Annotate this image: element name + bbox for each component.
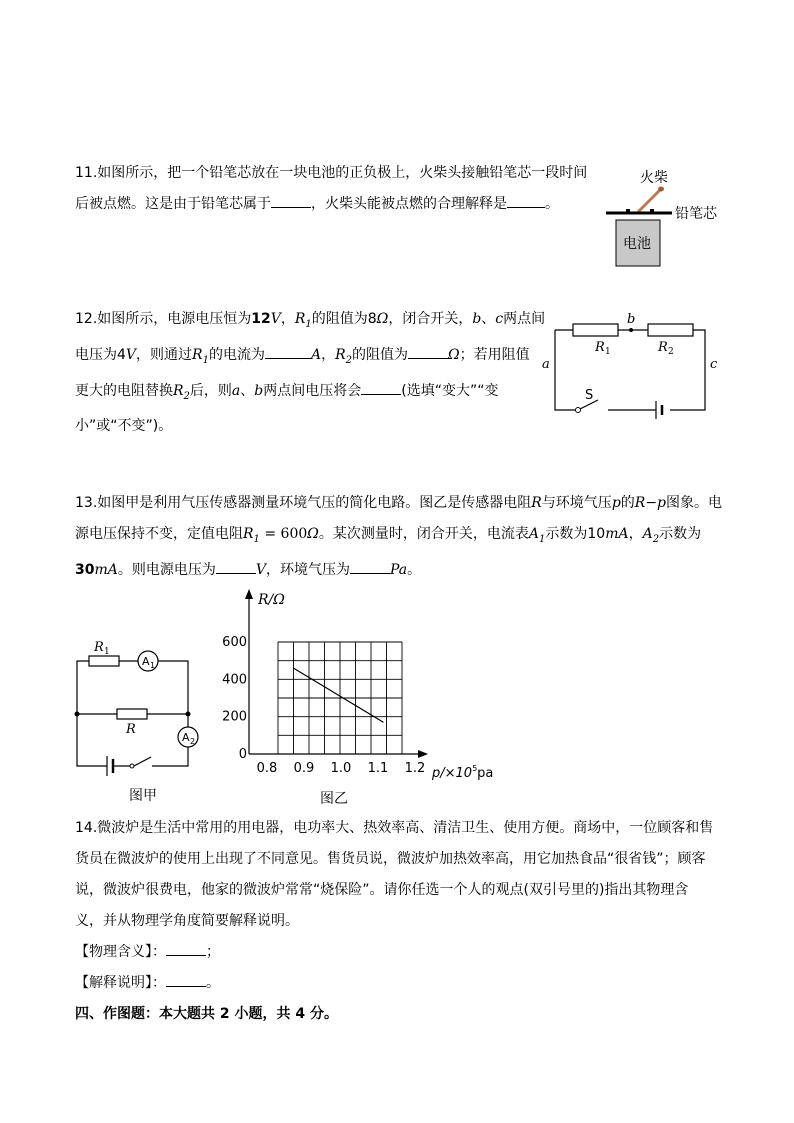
q11-line2 [75, 189, 587, 220]
q14-line3: 说，微波炉很费电，他家的微波炉常常“烧保险”。请你任选一个人的观点(双引号里的)指出其物理含 [75, 882, 689, 898]
match-stick [638, 190, 660, 212]
x-axis-label-unit: pa [477, 766, 494, 781]
label-b: b [627, 312, 636, 327]
q12-line3 [75, 376, 545, 412]
q12-t: b [472, 311, 482, 327]
q14-answer-explain [75, 968, 713, 999]
q12-t: R [335, 346, 346, 363]
q12-t: ， [280, 311, 295, 327]
battery-terminal [650, 209, 654, 214]
label-r: R [126, 722, 136, 737]
y-tick-label: 200 [222, 709, 247, 725]
answer-blank[interactable] [271, 195, 311, 208]
q13-t: Ω [307, 526, 319, 542]
resistor-r [117, 709, 147, 719]
x-tick-label: 0.8 [256, 761, 278, 776]
q12-circuit [538, 310, 728, 420]
q11-figure [600, 160, 730, 270]
q12-t: 的阻值为8 [311, 311, 377, 327]
q14-ans2-label: 【解释说明】： [75, 975, 166, 991]
q12-t: 12 [251, 311, 271, 327]
junction [186, 712, 191, 717]
q12-t: A [310, 346, 322, 363]
q12-t: 更大的电阻替换 [75, 382, 173, 399]
wire [152, 747, 188, 766]
resistor-r2 [648, 324, 693, 336]
q13-t: 2 [652, 533, 660, 545]
q13-t: 示数为 [659, 526, 702, 542]
q13-t: 源电压保持不变，定值电阻 [75, 526, 243, 542]
label-c: c [710, 357, 718, 372]
q13-text [75, 488, 722, 586]
q12-text [75, 304, 545, 442]
x-tick-label: 1.2 [404, 761, 426, 776]
q13-t: 的 [620, 495, 635, 511]
label-r1-sub: 1 [104, 647, 110, 657]
label-a1-sub: 1 [150, 661, 156, 670]
y-axis-arrow [245, 589, 253, 599]
q12-t: 、 [481, 311, 496, 327]
q12-t: ，则通过 [136, 346, 193, 363]
q12-t: 12.如图所示，电源电压恒为 [75, 311, 252, 327]
q13-t: 1 [539, 533, 546, 545]
q12-t: R [192, 346, 203, 363]
q13-t: 示数为10 [545, 526, 606, 542]
lead-label: 铅笔芯 [675, 206, 717, 222]
wire [670, 330, 705, 410]
q13-t: 13.如图甲是利用气压传感器测量环境气压的简化电路。图乙是传感器电阻 [75, 495, 532, 511]
answer-blank[interactable] [166, 974, 206, 987]
q12-t: b [254, 382, 264, 399]
x-tick-label: 0.9 [293, 761, 315, 776]
y-axis-label: R/Ω [258, 592, 285, 608]
label-r2: R [658, 340, 668, 355]
section-4-heading: 四、作图题：本大题共 2 小题，共 4 分。 [75, 1006, 338, 1022]
q13-figure-jia [64, 635, 214, 805]
label-r1: R [94, 640, 104, 655]
figure-caption-yi: 图乙 [320, 791, 348, 807]
chart-series [294, 668, 384, 722]
x-axis-label-main: p/×10 [432, 766, 473, 781]
q13-t: A [642, 526, 653, 542]
label-a1: A [142, 655, 150, 668]
q13-t: 。则电源电压为 [117, 561, 216, 578]
x-tick-label: 1.1 [367, 761, 389, 776]
label-s: S [585, 388, 594, 403]
answer-blank[interactable] [216, 561, 256, 574]
wire [77, 661, 89, 714]
y-tick-label: 400 [222, 672, 247, 688]
y-tick-label: 600 [222, 635, 247, 650]
q13-t: R [243, 526, 254, 542]
q13-t: p [611, 495, 621, 511]
q13-t: 。某次测量时，闭合开关，电流表 [318, 526, 529, 542]
q13-t: 30 [75, 561, 95, 578]
match-head [658, 187, 664, 192]
switch-contact [130, 764, 134, 768]
q14-ans1-label: 【物理含义】： [75, 944, 166, 960]
chart-grid [278, 642, 402, 754]
q12-t: Ω [448, 346, 460, 363]
q12-t: 两点间电压将会 [263, 382, 362, 399]
q14-line1: 14.微波炉是生活中常用的用电器，电功率大、热效率高、清洁卫生、使用方便。商场中，一位顾客和售 [75, 820, 714, 836]
label-r2-sub: 2 [668, 347, 674, 357]
q12-t: V [270, 311, 281, 327]
x-axis-arrow [418, 750, 428, 758]
q14-answer-meaning [75, 937, 713, 968]
q14-ans1-end: ； [206, 944, 220, 960]
q13-figure-yi [220, 585, 510, 810]
q13-line2 [75, 519, 722, 555]
series-line [294, 668, 384, 722]
q12-t: 1 [202, 354, 209, 366]
q12-line4: 小”或“不变”)。 [75, 418, 173, 435]
x-axis-label [431, 764, 493, 781]
q13-line1 [75, 488, 722, 519]
label-a2: A [182, 731, 190, 744]
q11-text-b: ，火柴头能被点燃的合理解释是 [311, 196, 507, 212]
q12-t: c [495, 311, 504, 327]
q11-line1: 11.如图所示，把一个铅笔芯放在一块电池的正负极上，火柴头接触铅笔芯一段时间 [75, 165, 588, 181]
q11-text-a: 后被点燃。这是由于铅笔芯属于 [75, 196, 271, 212]
q13-t: = 600 [259, 526, 308, 542]
y-tick-labels [222, 635, 247, 762]
junction-b [629, 328, 633, 332]
q12-t: ， [321, 346, 336, 363]
q13-t: R [531, 495, 542, 511]
resistor-r1 [573, 324, 618, 336]
q13-t: A [528, 526, 540, 542]
answer-blank[interactable] [166, 943, 206, 956]
q13-t: ，环境气压为 [266, 561, 350, 578]
answer-blank[interactable] [350, 561, 390, 574]
battery-terminal [626, 209, 630, 214]
answer-blank[interactable] [408, 346, 448, 359]
q12-t: 两点间 [503, 311, 546, 327]
wire [158, 661, 188, 727]
q12-t: 电压为4 [75, 346, 126, 363]
q12-line1 [75, 304, 545, 340]
q14-ans2-end: 。 [206, 975, 220, 991]
junction [75, 712, 80, 717]
q12-t: R [173, 382, 184, 399]
q12-t: Ω [376, 311, 389, 327]
q12-t: R [294, 311, 306, 327]
q12-t: a [231, 382, 241, 399]
answer-blank[interactable] [507, 195, 545, 208]
q12-t: 2 [183, 390, 190, 402]
q12-t: ；若用阻值 [459, 346, 530, 363]
y-tick-label: 0 [238, 747, 247, 762]
wire [77, 714, 107, 766]
x-tick-labels [257, 761, 426, 776]
q12-t: 、 [240, 382, 255, 399]
label-a2-sub: 2 [190, 737, 196, 746]
q12-t: (选填“变大”“变 [401, 382, 499, 399]
answer-blank[interactable] [361, 382, 401, 395]
answer-blank[interactable] [265, 346, 311, 359]
q13-t: 。 [407, 561, 422, 578]
q12-t: 2 [345, 354, 353, 366]
battery-label: 电池 [623, 236, 651, 252]
match-label: 火柴 [640, 170, 668, 186]
q13-t: V [255, 561, 266, 578]
q12-line2 [75, 340, 545, 376]
q13-t: 与环境气压 [541, 495, 612, 511]
q13-line3 [75, 555, 722, 586]
label-a: a [542, 357, 550, 372]
q14-line4: 义，并从物理学角度简要解释说明。 [75, 913, 299, 929]
q13-t: mA [605, 526, 629, 542]
wire [555, 330, 576, 410]
q12-t: V [125, 346, 137, 363]
q12-t: ，闭合开关， [388, 311, 473, 327]
q13-t: ， [628, 526, 643, 542]
q14-line2: 货员在微波炉的使用上出现了不同意见。售货员说，微波炉加热效率高，用它加热食品“很省钱”；顾客 [75, 851, 706, 867]
switch-arm [134, 757, 151, 766]
q11-text-c: 。 [545, 196, 559, 212]
q14-text [75, 813, 713, 1030]
x-tick-label: 1.0 [330, 761, 352, 776]
q13-t: 图象。电 [666, 495, 723, 511]
switch-contact [576, 408, 581, 413]
x-axis-label-exp: 5 [472, 764, 478, 773]
q11-text [75, 158, 587, 220]
q13-t: 1 [253, 533, 260, 545]
figure-caption-jia: 图甲 [129, 788, 157, 804]
q12-t: 的电流为 [208, 346, 265, 363]
q13-t: Pa [390, 561, 408, 578]
resistor-r1 [89, 656, 119, 666]
q13-t: mA [94, 561, 118, 578]
label-r1: R [595, 340, 605, 355]
q12-t: 1 [305, 318, 312, 330]
label-r1-sub: 1 [605, 347, 611, 357]
q13-t: R−p [634, 495, 667, 511]
q12-t: 的阻值为 [352, 346, 409, 363]
q12-t: 后，则 [189, 382, 232, 399]
